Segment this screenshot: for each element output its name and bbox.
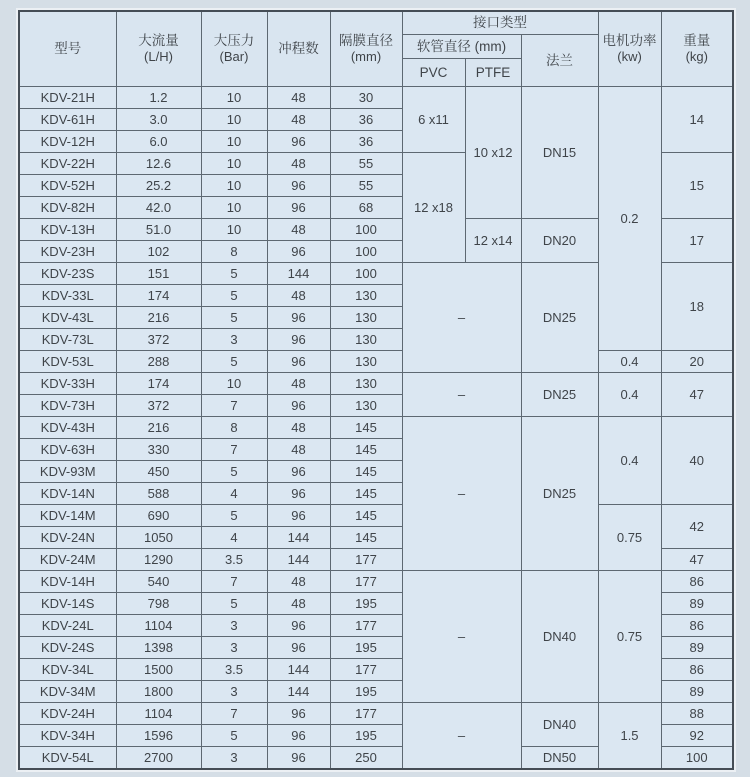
table-cell: 1050 bbox=[116, 527, 201, 549]
table-cell: 36 bbox=[330, 109, 402, 131]
table-cell: 144 bbox=[267, 549, 330, 571]
table-cell: 3.5 bbox=[201, 659, 267, 681]
table-cell: 3 bbox=[201, 329, 267, 351]
table-cell: 68 bbox=[330, 197, 402, 219]
table-cell: 450 bbox=[116, 461, 201, 483]
table-cell: KDV-34H bbox=[19, 725, 116, 747]
table-cell: KDV-21H bbox=[19, 87, 116, 109]
table-cell: – bbox=[402, 263, 521, 373]
table-cell: 195 bbox=[330, 637, 402, 659]
table-cell: 5 bbox=[201, 263, 267, 285]
table-cell: 3 bbox=[201, 637, 267, 659]
table-cell: 7 bbox=[201, 395, 267, 417]
table-cell: 25.2 bbox=[116, 175, 201, 197]
spec-table bbox=[18, 10, 734, 770]
table-cell: 3.0 bbox=[116, 109, 201, 131]
table-cell: KDV-34M bbox=[19, 681, 116, 703]
table-cell: DN20 bbox=[521, 219, 598, 263]
table-cell: 10 bbox=[201, 87, 267, 109]
table-cell: 588 bbox=[116, 483, 201, 505]
table-cell: 6 x11 bbox=[402, 87, 465, 153]
table-cell: 30 bbox=[330, 87, 402, 109]
table-cell: 96 bbox=[267, 725, 330, 747]
table-cell: 96 bbox=[267, 351, 330, 373]
table-cell: DN40 bbox=[521, 703, 598, 747]
table-cell: 96 bbox=[267, 483, 330, 505]
header-cell: 接口类型 bbox=[402, 11, 598, 35]
table-cell: 0.2 bbox=[598, 87, 661, 351]
table-cell: DN25 bbox=[521, 373, 598, 417]
table-cell: KDV-24S bbox=[19, 637, 116, 659]
table-cell: KDV-14S bbox=[19, 593, 116, 615]
header-cell-unit: (kw) bbox=[617, 49, 642, 65]
table-cell: 17 bbox=[661, 219, 733, 263]
table-cell: 177 bbox=[330, 703, 402, 725]
table-cell: KDV-24M bbox=[19, 549, 116, 571]
header-cell: 电机功率 (kw) bbox=[598, 11, 661, 87]
header-cell-unit: (kg) bbox=[685, 49, 708, 65]
table-cell: 92 bbox=[661, 725, 733, 747]
table-cell: 89 bbox=[661, 681, 733, 703]
table-cell: KDV-73H bbox=[19, 395, 116, 417]
table-cell: 48 bbox=[267, 153, 330, 175]
table-cell: 8 bbox=[201, 241, 267, 263]
table-cell: 12.6 bbox=[116, 153, 201, 175]
table-cell: KDV-14N bbox=[19, 483, 116, 505]
table-cell: 144 bbox=[267, 527, 330, 549]
table-cell: 96 bbox=[267, 175, 330, 197]
table-cell: 15 bbox=[661, 153, 733, 219]
table-cell: 10 bbox=[201, 373, 267, 395]
table-cell: DN15 bbox=[521, 87, 598, 219]
table-cell: KDV-23S bbox=[19, 263, 116, 285]
table-cell: 798 bbox=[116, 593, 201, 615]
table-cell: KDV-34L bbox=[19, 659, 116, 681]
table-cell: 96 bbox=[267, 747, 330, 770]
table-cell: 1.2 bbox=[116, 87, 201, 109]
table-cell: 1398 bbox=[116, 637, 201, 659]
table-cell: 10 bbox=[201, 153, 267, 175]
table-cell: 36 bbox=[330, 131, 402, 153]
table-cell: 144 bbox=[267, 263, 330, 285]
table-cell: 0.4 bbox=[598, 417, 661, 505]
table-cell: 48 bbox=[267, 109, 330, 131]
table-cell: – bbox=[402, 373, 521, 417]
table-cell: 145 bbox=[330, 483, 402, 505]
table-cell: 144 bbox=[267, 659, 330, 681]
table-cell: 86 bbox=[661, 571, 733, 593]
table-cell: KDV-33H bbox=[19, 373, 116, 395]
table-cell: 216 bbox=[116, 307, 201, 329]
table-cell: KDV-22H bbox=[19, 153, 116, 175]
table-cell: 0.4 bbox=[598, 373, 661, 417]
table-cell: KDV-82H bbox=[19, 197, 116, 219]
table-cell: 177 bbox=[330, 549, 402, 571]
table-cell: 151 bbox=[116, 263, 201, 285]
table-cell: 40 bbox=[661, 417, 733, 505]
header-cell: 软管直径 (mm) bbox=[402, 35, 521, 59]
table-cell: 5 bbox=[201, 307, 267, 329]
table-cell: 5 bbox=[201, 351, 267, 373]
table-cell: 102 bbox=[116, 241, 201, 263]
table-cell: 88 bbox=[661, 703, 733, 725]
table-row bbox=[19, 571, 733, 593]
header-cell: 冲程数 bbox=[267, 11, 330, 87]
table-cell: KDV-13H bbox=[19, 219, 116, 241]
table-cell: 4 bbox=[201, 527, 267, 549]
table-cell: 96 bbox=[267, 131, 330, 153]
table-cell: 5 bbox=[201, 505, 267, 527]
table-cell: 10 bbox=[201, 131, 267, 153]
table-cell: 18 bbox=[661, 263, 733, 351]
table-cell: 100 bbox=[661, 747, 733, 770]
table-cell: KDV-12H bbox=[19, 131, 116, 153]
table-cell: 0.75 bbox=[598, 505, 661, 571]
header-cell: PTFE bbox=[465, 59, 521, 87]
table-cell: 195 bbox=[330, 725, 402, 747]
table-cell: 5 bbox=[201, 461, 267, 483]
table-cell: 195 bbox=[330, 593, 402, 615]
table-cell: 7 bbox=[201, 571, 267, 593]
table-cell: KDV-43H bbox=[19, 417, 116, 439]
header-cell-unit: (Bar) bbox=[219, 49, 249, 65]
table-cell: 96 bbox=[267, 307, 330, 329]
table-cell: 372 bbox=[116, 395, 201, 417]
table-cell: KDV-14H bbox=[19, 571, 116, 593]
table-cell: 10 bbox=[201, 175, 267, 197]
table-cell: 174 bbox=[116, 285, 201, 307]
table-row bbox=[19, 87, 733, 109]
table-cell: – bbox=[402, 571, 521, 703]
header-row bbox=[19, 11, 733, 35]
table-cell: KDV-24N bbox=[19, 527, 116, 549]
table-cell: 7 bbox=[201, 703, 267, 725]
table-cell: 42.0 bbox=[116, 197, 201, 219]
table-cell: 48 bbox=[267, 439, 330, 461]
table-cell: 89 bbox=[661, 593, 733, 615]
table-cell: 48 bbox=[267, 373, 330, 395]
table-cell: 20 bbox=[661, 351, 733, 373]
table-cell: 48 bbox=[267, 417, 330, 439]
table-cell: 1596 bbox=[116, 725, 201, 747]
table-cell: 96 bbox=[267, 241, 330, 263]
table-cell: 96 bbox=[267, 395, 330, 417]
table-cell: 96 bbox=[267, 329, 330, 351]
header-cell-unit: (mm) bbox=[350, 49, 382, 65]
table-cell: 145 bbox=[330, 439, 402, 461]
table-cell: 10 bbox=[201, 109, 267, 131]
header-cell: 大流量 (L/H) bbox=[116, 11, 201, 87]
table-cell: 130 bbox=[330, 329, 402, 351]
table-cell: 130 bbox=[330, 373, 402, 395]
table-cell: 145 bbox=[330, 461, 402, 483]
table-cell: 0.75 bbox=[598, 571, 661, 703]
header-cell: 型号 bbox=[19, 11, 116, 87]
table-cell: 96 bbox=[267, 197, 330, 219]
table-cell: KDV-53L bbox=[19, 351, 116, 373]
table-cell: 48 bbox=[267, 219, 330, 241]
table-row bbox=[19, 351, 733, 373]
table-cell: KDV-63H bbox=[19, 439, 116, 461]
table-cell: 540 bbox=[116, 571, 201, 593]
table-cell: 10 x12 bbox=[465, 87, 521, 219]
table-cell: DN40 bbox=[521, 571, 598, 703]
table-cell: 216 bbox=[116, 417, 201, 439]
table-cell: 250 bbox=[330, 747, 402, 770]
table-cell: KDV-43L bbox=[19, 307, 116, 329]
table-cell: KDV-73L bbox=[19, 329, 116, 351]
table-cell: 3 bbox=[201, 747, 267, 770]
table-cell: 130 bbox=[330, 395, 402, 417]
table-cell: 174 bbox=[116, 373, 201, 395]
table-cell: 195 bbox=[330, 681, 402, 703]
table-cell: KDV-24H bbox=[19, 703, 116, 725]
table-cell: 86 bbox=[661, 615, 733, 637]
header-cell: 大压力 (Bar) bbox=[201, 11, 267, 87]
table-cell: 1500 bbox=[116, 659, 201, 681]
table-cell: 89 bbox=[661, 637, 733, 659]
table-cell: 177 bbox=[330, 571, 402, 593]
table-cell: 130 bbox=[330, 285, 402, 307]
table-cell: 130 bbox=[330, 351, 402, 373]
table-cell: 96 bbox=[267, 703, 330, 725]
table-cell: KDV-93M bbox=[19, 461, 116, 483]
table-cell: 288 bbox=[116, 351, 201, 373]
table-cell: – bbox=[402, 417, 521, 571]
header-cell: 法兰 bbox=[521, 35, 598, 87]
table-cell: 7 bbox=[201, 439, 267, 461]
header-cell-unit: (L/H) bbox=[144, 49, 173, 65]
table-cell: – bbox=[402, 703, 521, 770]
table-cell: 96 bbox=[267, 615, 330, 637]
table-cell: DN25 bbox=[521, 263, 598, 373]
table-cell: 48 bbox=[267, 593, 330, 615]
table-cell: 96 bbox=[267, 637, 330, 659]
table-cell: KDV-52H bbox=[19, 175, 116, 197]
table-cell: 0.4 bbox=[598, 351, 661, 373]
table-cell: 55 bbox=[330, 153, 402, 175]
table-cell: KDV-24L bbox=[19, 615, 116, 637]
table-cell: 372 bbox=[116, 329, 201, 351]
spec-table-body bbox=[19, 87, 733, 770]
table-cell: 130 bbox=[330, 307, 402, 329]
table-cell: 3 bbox=[201, 681, 267, 703]
table-cell: 144 bbox=[267, 681, 330, 703]
table-cell: 1.5 bbox=[598, 703, 661, 770]
header-cell: 重量 (kg) bbox=[661, 11, 733, 87]
table-cell: 145 bbox=[330, 527, 402, 549]
table-cell: 10 bbox=[201, 197, 267, 219]
table-cell: 48 bbox=[267, 285, 330, 307]
table-cell: 1104 bbox=[116, 615, 201, 637]
table-cell: DN25 bbox=[521, 417, 598, 571]
table-cell: 145 bbox=[330, 417, 402, 439]
table-cell: 8 bbox=[201, 417, 267, 439]
table-cell: 4 bbox=[201, 483, 267, 505]
table-cell: 47 bbox=[661, 373, 733, 417]
table-cell: 1290 bbox=[116, 549, 201, 571]
table-cell: 330 bbox=[116, 439, 201, 461]
table-cell: 3.5 bbox=[201, 549, 267, 571]
table-cell: 47 bbox=[661, 549, 733, 571]
table-cell: KDV-61H bbox=[19, 109, 116, 131]
table-cell: 177 bbox=[330, 615, 402, 637]
table-row bbox=[19, 703, 733, 725]
table-cell: 48 bbox=[267, 87, 330, 109]
table-cell: 177 bbox=[330, 659, 402, 681]
table-cell: DN50 bbox=[521, 747, 598, 770]
table-cell: 2700 bbox=[116, 747, 201, 770]
table-cell: 5 bbox=[201, 285, 267, 307]
table-cell: 5 bbox=[201, 725, 267, 747]
table-cell: 100 bbox=[330, 219, 402, 241]
table-cell: 3 bbox=[201, 615, 267, 637]
table-cell: 100 bbox=[330, 263, 402, 285]
table-cell: 96 bbox=[267, 461, 330, 483]
table-row bbox=[19, 417, 733, 439]
table-cell: 1800 bbox=[116, 681, 201, 703]
table-cell: KDV-23H bbox=[19, 241, 116, 263]
table-cell: 12 x18 bbox=[402, 153, 465, 263]
table-cell: KDV-14M bbox=[19, 505, 116, 527]
table-cell: 100 bbox=[330, 241, 402, 263]
table-cell: 96 bbox=[267, 505, 330, 527]
table-cell: 5 bbox=[201, 593, 267, 615]
table-cell: 6.0 bbox=[116, 131, 201, 153]
table-cell: 690 bbox=[116, 505, 201, 527]
table-cell: 10 bbox=[201, 219, 267, 241]
spec-table-header bbox=[19, 11, 733, 87]
table-cell: 51.0 bbox=[116, 219, 201, 241]
table-row bbox=[19, 505, 733, 527]
header-cell: PVC bbox=[402, 59, 465, 87]
table-cell: KDV-54L bbox=[19, 747, 116, 770]
table-cell: 55 bbox=[330, 175, 402, 197]
table-cell: 1104 bbox=[116, 703, 201, 725]
table-cell: 145 bbox=[330, 505, 402, 527]
header-cell: 隔膜直径 (mm) bbox=[330, 11, 402, 87]
table-cell: 12 x14 bbox=[465, 219, 521, 263]
table-cell: 86 bbox=[661, 659, 733, 681]
table-cell: 48 bbox=[267, 571, 330, 593]
table-cell: 14 bbox=[661, 87, 733, 153]
table-row bbox=[19, 373, 733, 395]
table-cell: KDV-33L bbox=[19, 285, 116, 307]
table-cell: 42 bbox=[661, 505, 733, 549]
